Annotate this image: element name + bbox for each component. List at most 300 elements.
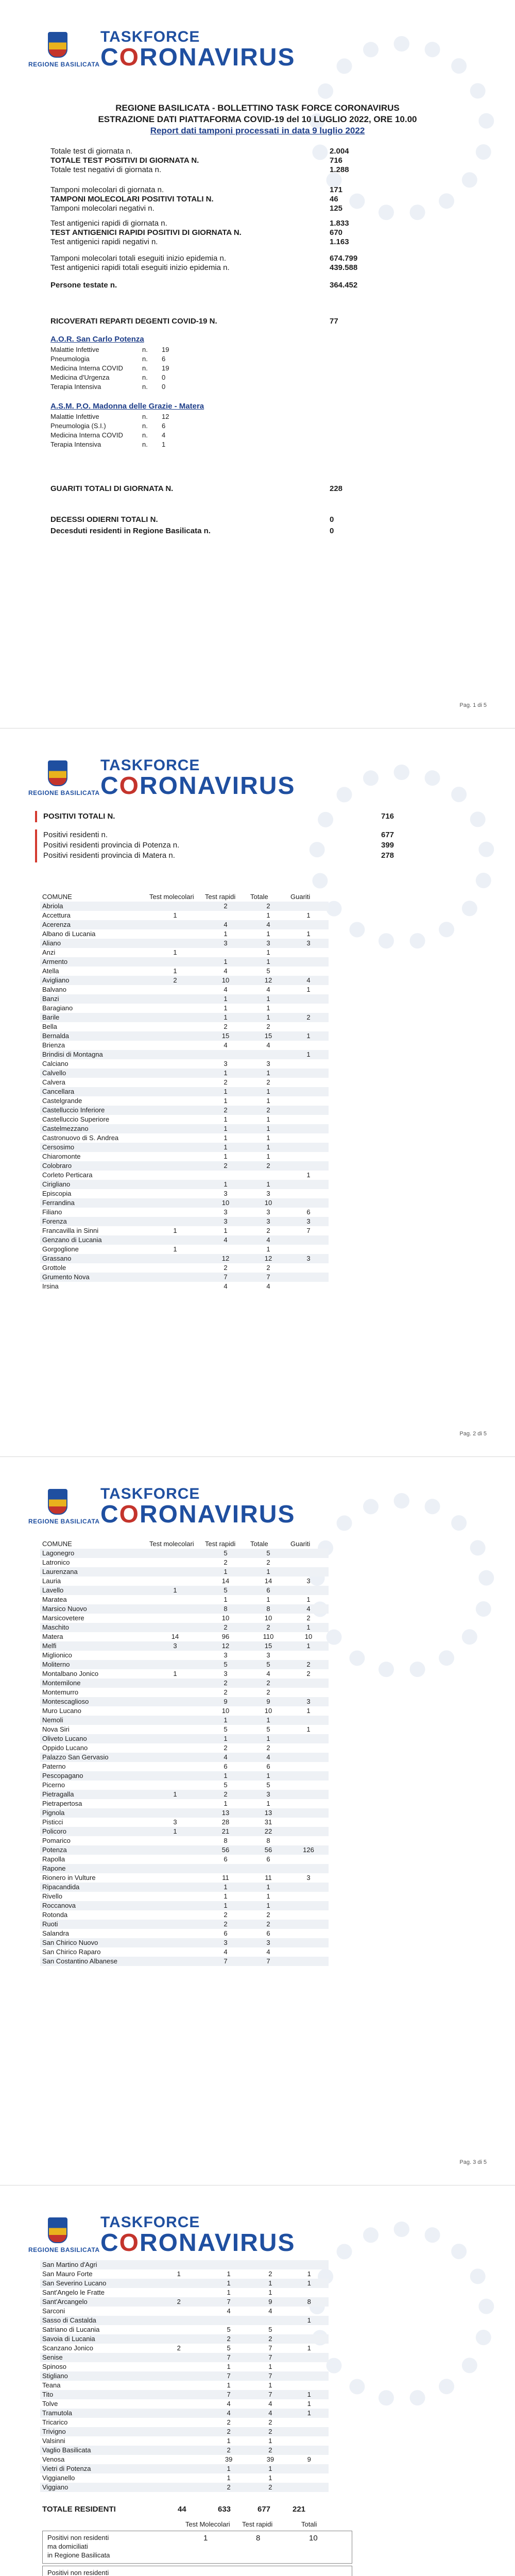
cell-value: 2 xyxy=(203,1920,248,1929)
cell-value xyxy=(147,1096,203,1106)
cell-value xyxy=(147,1022,203,1031)
cell-value: 5 xyxy=(203,1660,248,1669)
cell-value xyxy=(288,1883,329,1892)
cell-value xyxy=(147,1743,203,1753)
cell-value: 2 xyxy=(224,1023,228,1030)
table-row xyxy=(40,1660,329,1669)
table-row xyxy=(40,1567,329,1577)
positivi-total-label: POSITIVI TOTALI N. xyxy=(43,812,115,821)
cell-value xyxy=(290,2307,329,2316)
cell-comune: San Costantino Albanese xyxy=(40,1957,147,1966)
cell-comune: Satriano di Lucania xyxy=(42,2326,100,2333)
table-row xyxy=(40,2279,329,2288)
cell-value: 5 xyxy=(203,1586,248,1595)
cell-value: 1 xyxy=(248,1013,288,1022)
cell-value: 7 xyxy=(248,1957,288,1966)
cell-value: 3 xyxy=(266,1060,270,1067)
cell-value: 4 xyxy=(224,986,228,993)
cell-value xyxy=(288,957,329,967)
cell-value xyxy=(288,1929,329,1938)
cell-value: 4 xyxy=(203,1235,248,1245)
cell-value: 10 xyxy=(264,1614,272,1622)
cell-value xyxy=(288,1245,329,1254)
cell-comune: Pisticci xyxy=(42,1818,63,1826)
positivi-value: 677 xyxy=(381,831,394,839)
cell-comune: Barile xyxy=(40,1013,147,1022)
cell-comune: Roccanova xyxy=(40,1901,147,1910)
cell-value: 2 xyxy=(147,976,203,985)
cell-value: 3 xyxy=(224,1190,228,1197)
cell-value xyxy=(288,1133,329,1143)
regione-logo xyxy=(28,760,100,796)
cell-comune: Picerno xyxy=(42,1781,65,1789)
cell-value xyxy=(147,1282,203,1291)
cell-value xyxy=(288,994,329,1004)
cell-value: 7 xyxy=(248,1273,288,1282)
cell-value: 2 xyxy=(227,2418,231,2426)
page-4 xyxy=(0,2185,515,2576)
cell-value: 4 xyxy=(251,2409,289,2418)
cell-value xyxy=(290,2427,329,2436)
cell-comune: Ruoti xyxy=(40,1920,147,1929)
summary-value: 1.163 xyxy=(330,238,349,246)
cell-value xyxy=(151,2418,207,2427)
positivi-label: Positivi residenti provincia di Potenza n. xyxy=(43,841,180,850)
cell-value: 1 xyxy=(227,2289,231,2296)
cell-value xyxy=(288,902,329,911)
cell-value: 1 xyxy=(224,1004,228,1012)
table-row xyxy=(40,1577,329,1586)
table-row xyxy=(40,1161,329,1171)
table-row xyxy=(40,1171,329,1180)
taskforce-logo xyxy=(100,757,295,799)
cell-comune: Maschito xyxy=(40,1623,147,1632)
table-row xyxy=(40,1790,329,1799)
cell-comune: Colobraro xyxy=(40,1161,147,1171)
cell-value xyxy=(288,1161,329,1171)
table-row xyxy=(40,1808,329,1818)
table-row xyxy=(40,1929,329,1938)
table-row xyxy=(40,1004,329,1013)
cell-value xyxy=(147,1716,203,1725)
cell-value: 3 xyxy=(248,1217,288,1226)
cell-value: 1 xyxy=(227,2381,231,2389)
cell-value: 1 xyxy=(203,1013,248,1022)
cell-value xyxy=(147,902,203,911)
cell-value: 6 xyxy=(248,1586,288,1595)
table-row xyxy=(40,1706,329,1716)
cell-comune: Tito xyxy=(40,2390,151,2399)
table-row xyxy=(40,1282,329,1291)
cell-value: 7 xyxy=(207,2353,251,2362)
bulletin-report-date: Report dati tamponi processati in data 9 luglio 2022 xyxy=(150,126,365,135)
cell-comune: Gorgoglione xyxy=(42,1245,79,1253)
cell-comune: Cirigliano xyxy=(40,1180,147,1189)
cell-value xyxy=(288,1947,329,1957)
regione-logo xyxy=(28,1489,100,1525)
cell-value: 2 xyxy=(268,2270,272,2278)
regione-logo xyxy=(28,32,100,68)
cell-value: 1 xyxy=(227,2474,231,2482)
table-row xyxy=(40,1124,329,1133)
positivi-value: 399 xyxy=(381,841,394,850)
cell-comune: Balvano xyxy=(42,986,66,993)
page-1 xyxy=(0,0,515,728)
table-row xyxy=(40,1901,329,1910)
positivi-total-value: 716 xyxy=(381,812,394,821)
cell-value: 1 xyxy=(268,2289,272,2296)
cell-value xyxy=(147,1124,203,1133)
table-row xyxy=(40,1558,329,1567)
cell-value xyxy=(288,1892,329,1901)
cell-comune: Aliano xyxy=(40,939,147,948)
cell-value: 2 xyxy=(251,2427,289,2436)
cell-comune: Banzi xyxy=(40,994,147,1004)
table-row xyxy=(40,1152,329,1161)
region-name: REGIONE BASILICATA xyxy=(28,789,100,796)
table-row xyxy=(40,1245,329,1254)
cell-value xyxy=(147,939,203,948)
cell-value: 1 xyxy=(207,2464,251,2473)
cell-value: 12 xyxy=(203,1254,248,1263)
cell-value xyxy=(248,1171,288,1180)
cell-value xyxy=(147,1836,203,1845)
cell-value xyxy=(288,1901,329,1910)
decessi-label: DECESSI ODIERNI TOTALI N. xyxy=(50,515,158,524)
cell-value xyxy=(147,1679,203,1688)
cell-value xyxy=(147,1549,203,1558)
totale-residenti-guar: 221 xyxy=(293,2505,306,2514)
table-row xyxy=(40,1069,329,1078)
cell-value: 1 xyxy=(173,1245,177,1253)
cell-value xyxy=(147,1910,203,1920)
table-row xyxy=(40,2288,329,2297)
nonres-col-tot: Totali xyxy=(301,2520,317,2528)
cell-value: 1 xyxy=(147,1790,203,1799)
decessi-value: 0 xyxy=(330,527,334,535)
table-row xyxy=(40,1180,329,1189)
cell-comune: Vietri di Potenza xyxy=(40,2464,151,2473)
cell-comune: Chiaromonte xyxy=(42,1153,81,1160)
cell-value: 1 xyxy=(290,2390,329,2399)
cell-value xyxy=(288,1688,329,1697)
cell-value xyxy=(288,1716,329,1725)
cell-value xyxy=(151,2455,207,2464)
cell-value xyxy=(288,1189,329,1198)
cell-comune: Matera xyxy=(42,1633,63,1640)
ward-row: Medicina d'Urgenza n. 0 xyxy=(50,374,166,381)
cell-value xyxy=(147,1947,203,1957)
cell-value: 2 xyxy=(306,1614,311,1622)
table-row xyxy=(40,1679,329,1688)
cell-value xyxy=(151,2353,207,2362)
summary-label: Tamponi molecolari negativi n. xyxy=(50,204,154,213)
cell-value: 1 xyxy=(224,1097,228,1105)
cell-value xyxy=(147,1753,203,1762)
table-row xyxy=(40,1632,329,1641)
cell-value: 1 xyxy=(288,1623,329,1632)
table-row xyxy=(40,1641,329,1651)
region-name: REGIONE BASILICATA xyxy=(28,1518,100,1525)
taskforce-logo xyxy=(100,2214,295,2256)
cell-value: 3 xyxy=(266,1651,270,1659)
cell-value: 7 xyxy=(207,2371,251,2381)
col-rapidi: Test rapidi xyxy=(205,1540,236,1548)
cell-value: 4 xyxy=(266,986,270,993)
cell-value: 2 xyxy=(248,1106,288,1115)
coronavirus-text: CORONAVIRUS xyxy=(100,772,296,800)
cell-value: 1 xyxy=(224,1227,228,1234)
cell-value xyxy=(288,1790,329,1799)
summary-label: TEST ANTIGENICI RAPIDI POSITIVI DI GIORNATA N. xyxy=(50,228,242,237)
cell-value xyxy=(288,1855,329,1864)
table-row xyxy=(40,948,329,957)
cell-value xyxy=(288,1567,329,1577)
cell-value xyxy=(147,985,203,994)
cell-value: 1 xyxy=(268,2474,272,2482)
table-row xyxy=(40,1087,329,1096)
cell-comune: Calvello xyxy=(40,1069,147,1078)
cell-value: 2 xyxy=(288,1660,329,1669)
cell-value xyxy=(288,1106,329,1115)
cell-value xyxy=(147,1217,203,1226)
ward-row: Medicina Interna COVID n. 4 xyxy=(50,431,166,439)
cell-value: 3 xyxy=(248,1790,288,1799)
nonres-col-rap: Test rapidi xyxy=(242,2520,273,2528)
cell-value xyxy=(151,2381,207,2390)
cell-value xyxy=(147,1771,203,1781)
cell-value xyxy=(288,1069,329,1078)
cell-value xyxy=(288,1586,329,1595)
cell-comune: Palazzo San Gervasio xyxy=(40,1753,147,1762)
cell-value: 1 xyxy=(203,1883,248,1892)
table-row xyxy=(40,1595,329,1604)
table-row xyxy=(40,1050,329,1059)
cell-value: 9 xyxy=(251,2297,289,2307)
summary-label: Tamponi molecolari di giornata n. xyxy=(50,185,164,194)
cell-value xyxy=(290,2473,329,2483)
cell-value xyxy=(147,1957,203,1966)
cell-value: 3 xyxy=(266,1208,270,1216)
cell-value: 4 xyxy=(203,920,248,929)
cell-comune: Melfi xyxy=(40,1641,147,1651)
ward-row: Medicina Interna COVID n. 19 xyxy=(50,364,169,372)
table-row xyxy=(40,1883,329,1892)
cell-value: 3 xyxy=(203,939,248,948)
cell-value: 1 xyxy=(224,1800,228,1807)
cell-value: 2 xyxy=(268,2418,272,2426)
page-2 xyxy=(0,728,515,1457)
cell-value: 2 xyxy=(224,1911,228,1919)
cell-value: 6 xyxy=(224,1929,228,1937)
cell-comune: Venosa xyxy=(42,2455,65,2463)
cell-comune: Brienza xyxy=(42,1041,65,1049)
table-row xyxy=(40,1688,329,1697)
cell-value: 28 xyxy=(221,1818,230,1826)
cell-value xyxy=(290,2436,329,2446)
regione-crest-icon xyxy=(48,760,67,786)
cell-value xyxy=(147,1799,203,1808)
cell-value xyxy=(288,1799,329,1808)
cell-value: 1 xyxy=(266,1245,270,1253)
summary-label: Totale test di giornata n. xyxy=(50,147,133,156)
cell-value: 1 xyxy=(251,2279,289,2288)
cell-value: 1 xyxy=(203,1069,248,1078)
cell-value: 1 xyxy=(306,986,311,993)
table-row xyxy=(40,1818,329,1827)
cell-value xyxy=(290,2325,329,2334)
cell-comune: Ripacandida xyxy=(40,1883,147,1892)
cell-value xyxy=(147,1734,203,1743)
cell-value: 4 xyxy=(248,1753,288,1762)
cell-value xyxy=(147,1864,203,1873)
cell-value: 2 xyxy=(266,1558,270,1566)
cell-value xyxy=(147,1069,203,1078)
cell-value xyxy=(151,2316,207,2325)
cell-value xyxy=(147,1706,203,1716)
cell-value xyxy=(288,1558,329,1567)
cell-value: 1 xyxy=(307,2344,311,2352)
cell-value xyxy=(207,2316,251,2325)
table-row xyxy=(40,2316,329,2325)
table-row xyxy=(40,2325,329,2334)
summary-label: TOTALE TEST POSITIVI DI GIORNATA N. xyxy=(50,156,199,165)
table-row xyxy=(40,1845,329,1855)
cell-value xyxy=(288,1808,329,1818)
cell-value xyxy=(147,957,203,967)
col-totale: Totale xyxy=(250,893,268,901)
cell-value xyxy=(248,1050,288,1059)
summary-label: Test antigenici rapidi di giornata n. xyxy=(50,219,167,228)
cell-value: 1 xyxy=(248,1567,288,1577)
cell-value: 3 xyxy=(306,1577,311,1585)
cell-value: 4 xyxy=(288,1604,329,1614)
cell-value: 8 xyxy=(290,2297,329,2307)
table-row xyxy=(40,1022,329,1031)
table-row xyxy=(40,2390,329,2399)
cell-value xyxy=(147,929,203,939)
header-logo xyxy=(28,28,296,75)
col-molecolari: Test molecolari xyxy=(149,1540,194,1548)
cell-value: 14 xyxy=(264,1577,272,1585)
table-row xyxy=(40,939,329,948)
cell-value xyxy=(147,1254,203,1263)
cell-comune: Genzano di Lucania xyxy=(40,1235,147,1245)
cell-value: 5 xyxy=(268,2326,272,2333)
cell-value xyxy=(147,1660,203,1669)
cell-value xyxy=(288,1059,329,1069)
table-row xyxy=(40,2399,329,2409)
cell-comune: Forenza xyxy=(40,1217,147,1226)
cell-value xyxy=(290,2362,329,2371)
cell-value: 1 xyxy=(288,1031,329,1041)
cell-comune: Corleto Perticara xyxy=(42,1171,93,1179)
table-row xyxy=(40,1947,329,1957)
table-row xyxy=(40,2381,329,2390)
cell-value: 2 xyxy=(207,2483,251,2492)
cell-value xyxy=(147,1208,203,1217)
cell-comune: Oppido Lucano xyxy=(42,1744,88,1752)
cell-value: 1 xyxy=(266,1153,270,1160)
cell-value: 96 xyxy=(221,1633,230,1640)
summary-value: 439.588 xyxy=(330,263,358,272)
table-row xyxy=(40,1273,329,1282)
cell-value xyxy=(288,1753,329,1762)
cell-comune: Castronuovo di S. Andrea xyxy=(42,1134,119,1142)
cell-value xyxy=(288,1864,329,1873)
cell-value: 1 xyxy=(288,1050,329,1059)
cell-value: 39 xyxy=(225,2455,233,2463)
col-comune: COMUNE xyxy=(42,1540,72,1548)
cell-value xyxy=(288,967,329,976)
cell-value: 2 xyxy=(203,1623,248,1632)
cell-comune: Filiano xyxy=(42,1208,62,1216)
summary-label: TAMPONI MOLECOLARI POSITIVI TOTALI N. xyxy=(50,195,214,204)
cell-value xyxy=(147,1171,203,1180)
cell-value: 2 xyxy=(248,1623,288,1632)
cell-comune: Marsicovetere xyxy=(42,1614,84,1622)
cell-value: 5 xyxy=(224,1725,228,1733)
cell-value xyxy=(288,1762,329,1771)
cell-value: 10 xyxy=(203,1198,248,1208)
totale-residenti-label: TOTALE RESIDENTI xyxy=(42,2505,116,2514)
coronavirus-text: CORONAVIRUS xyxy=(100,2229,296,2257)
cell-value: 1 xyxy=(248,957,288,967)
table-row xyxy=(40,2269,329,2279)
cell-comune: Teana xyxy=(42,2381,61,2389)
cell-value: 1 xyxy=(224,1596,228,1603)
comuni-table xyxy=(40,2260,329,2492)
ward-row: Malattie Infettive n. 12 xyxy=(50,413,169,420)
cell-value: 8 xyxy=(248,1604,288,1614)
cell-value: 7 xyxy=(203,1273,248,1282)
table-row xyxy=(40,1771,329,1781)
cell-value: 1 xyxy=(306,911,311,919)
cell-comune: San Severino Lucano xyxy=(40,2279,151,2288)
table-row xyxy=(40,967,329,976)
ricoverati-label: RICOVERATI REPARTI DEGENTI COVID-19 N. xyxy=(50,317,217,326)
cell-comune: Montescaglioso xyxy=(40,1697,147,1706)
cell-value: 2 xyxy=(203,1106,248,1115)
cell-value: 10 xyxy=(203,976,248,985)
cell-value xyxy=(288,1938,329,1947)
page-number: Pag. 2 di 5 xyxy=(459,1431,487,1437)
cell-value: 7 xyxy=(251,2371,289,2381)
cell-value: 2 xyxy=(251,2334,289,2344)
cell-value xyxy=(147,1892,203,1901)
hospital-wards-table xyxy=(48,412,171,449)
cell-value: 2 xyxy=(266,1078,270,1086)
cell-value xyxy=(151,2483,207,2492)
positivi-value: 278 xyxy=(381,851,394,860)
cell-value: 5 xyxy=(227,2344,231,2352)
header-logo xyxy=(28,1485,296,1532)
cell-value: 2 xyxy=(266,1911,270,1919)
table-row xyxy=(40,1957,329,1966)
cell-value xyxy=(147,1115,203,1124)
cell-value: 2 xyxy=(224,1744,228,1752)
cell-value xyxy=(147,1152,203,1161)
cell-value xyxy=(288,1818,329,1827)
cell-comune: Calciano xyxy=(42,1060,68,1067)
watermark-gear xyxy=(309,765,494,950)
cell-value xyxy=(147,1595,203,1604)
highlight-bar xyxy=(35,829,37,862)
cell-value xyxy=(147,1623,203,1632)
cell-comune: Pignola xyxy=(40,1808,147,1818)
table-row xyxy=(40,1133,329,1143)
cell-value: 1 xyxy=(307,2400,311,2408)
